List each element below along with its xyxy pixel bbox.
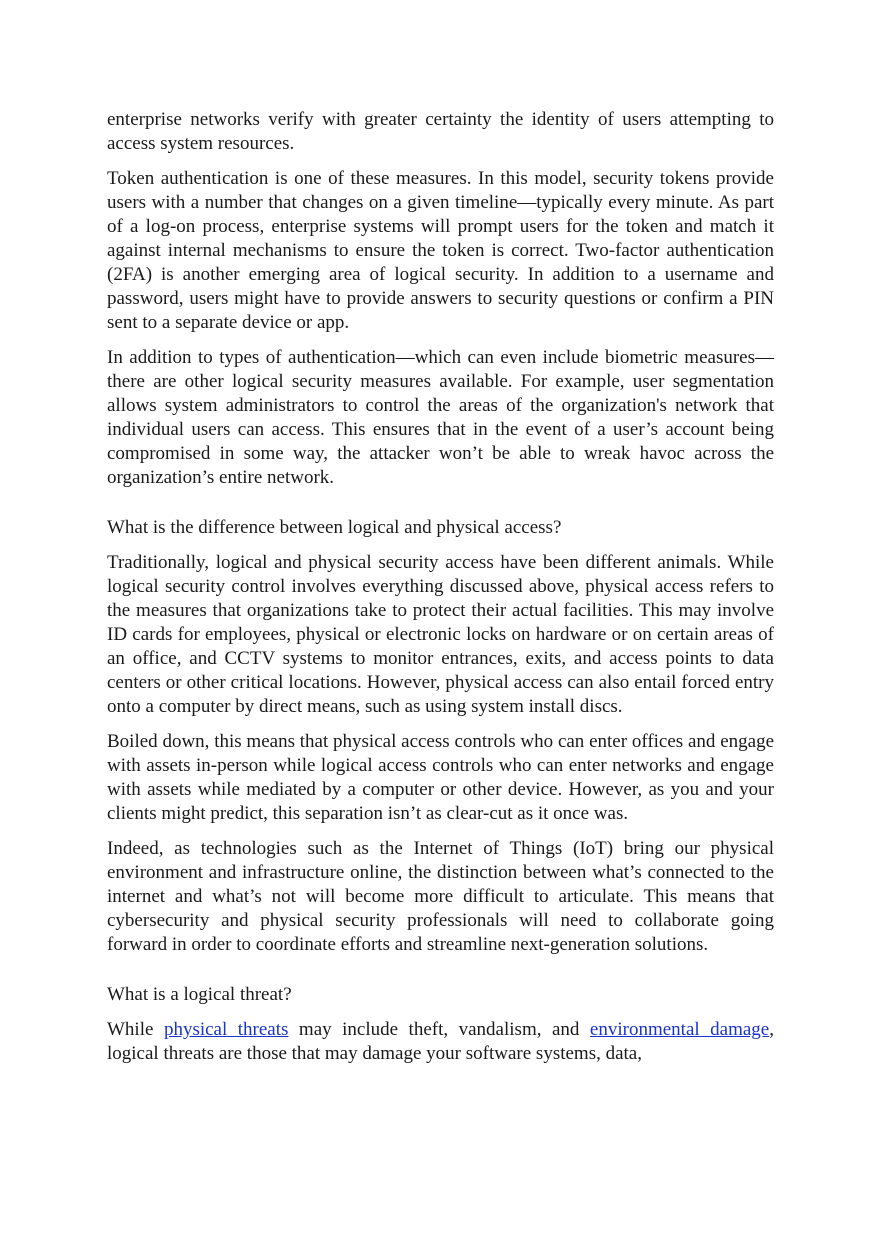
text-mid: may include theft, vandalism, and [288,1019,590,1040]
text-tail: , logical threats are those that may damage your software systems, data, [107,1019,774,1064]
paragraph-intro: enterprise networks verify with greater certainty the identity of users attempting to access system resources. [107,109,774,154]
link-physical-threats[interactable]: physical threats [163,1019,289,1040]
paragraph-logical-threats [107,1018,774,1066]
text-lead: While [107,1019,164,1040]
heading-logical-vs-physical: What is the difference between logical and physical access? [107,517,562,538]
link-environmental-damage[interactable]: environmental damage [589,1019,770,1040]
paragraph-traditionally: Traditionally, logical and physical security access have been different animals. While logical security control involves everything discussed above, physical access refers to the measures that organizations take to protect their actual facilities. This may involve ID cards for employees, physical or electronic locks on hardware or on certain areas of an office, and CCTV systems to monitor entrances, exits, and access points to data centers or other critical locations. However, physical access can also entail forced entry onto a computer by direct means, such as using system install discs. [107,552,774,717]
paragraph-iot: Indeed, as technologies such as the Internet of Things (IoT) bring our physical environment and infrastructure online, the distinction between what’s connected to the internet and what’s not will become more difficult to articulate. This means that cybersecurity and physical security professionals will need to collaborate going forward in order to coordinate efforts and streamline next-generation solutions. [107,838,774,955]
heading-logical-threat: What is a logical threat? [107,984,292,1005]
document-page [107,108,774,1077]
paragraph-token-authentication: Token authentication is one of these measures. In this model, security tokens provide users with a number that changes on a given timeline—typically every minute. As part of a log-on process, enterprise systems will prompt users for the token and match it against internal mechanisms to ensure the token is correct. Two-factor authentication (2FA) is another emerging area of logical security. In addition to a username and password, users might have to provide answers to security questions or confirm a PIN sent to a separate device or app. [107,168,774,333]
paragraph-boiled-down: Boiled down, this means that physical access controls who can enter offices and engage with assets in-person while logical access controls who can enter networks and engage with assets while mediated by a computer or other device. However, as you and your clients might predict, this separation isn’t as clear-cut as it once was. [107,731,774,824]
paragraph-logical-security-measures: In addition to types of authentication—which can even include biometric measures—there are other logical security measures available. For example, user segmentation allows system administrators to control the areas of the organization's network that individual users can access. This ensures that in the event of a user’s account being compromised in some way, the attacker won’t be able to wreak havoc across the organization’s entire network. [107,347,774,488]
